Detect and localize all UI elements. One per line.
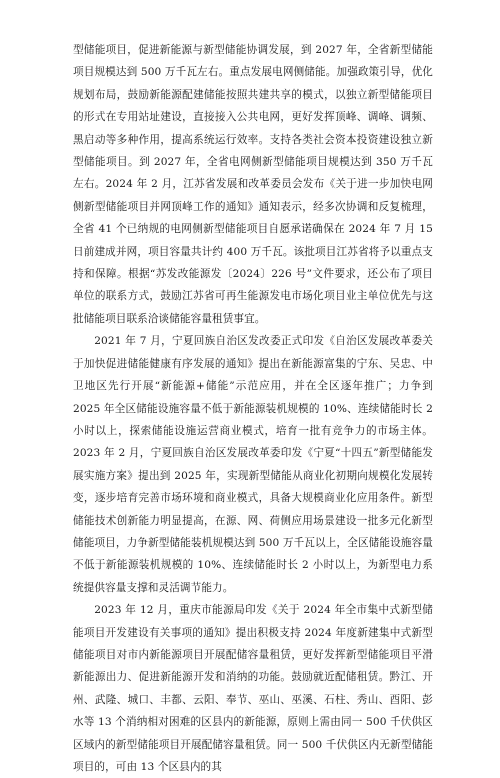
document-body (73, 39, 433, 778)
paragraph-ningxia-storage: 2021 年 7 月，宁夏回族自治区发改委正式印发《自治区发展改革委关于加快促进储能健康有序发展的通知》提出在新能源富集的宁东、吴忠、中卫地区先行开展“新能源+储能”示范应用，并在全区逐年推广；力争到 2025 年全区储能设施容量不低于新能源装机规模的 10%、连续储能时长 2 小时以上，探索储能设施运营商业模式，培育一批有竞争力的市场主体。2023 年 2 月，宁夏回族自治区发展改革委印发《宁夏“十四五”新型储能发展实施方案》提出到 2025 年，实现新型储能从商业化初期向规模化发展转变，逐步培育完善市场环境和商业模式，具备大规模商业化应用条件。新型储能技术创新能力明显提高，在源、网、荷侧应用场景建设一批多元化新型储能项目，力争新型储能装机规模达到 500 万千瓦以上，全区储能设施容量不低于新能源装机规模的 10%、连续储能时长 2 小时以上，为新型电力系统提供容量支撑和灵活调节能力。 (73, 335, 433, 594)
paragraph-chongqing-storage: 2023 年 12 月，重庆市能源局印发《关于 2024 年全市集中式新型储能项目开发建设有关事项的通知》提出积极支持 2024 年度新建集中式新型储能项目对市内新能源项目开展配储容量租赁，更好发挥新型储能项目平滑新能源出力、促进新能源开发和消纳的功能。鼓励就近配储租赁。黔江、开州、武隆、城口、丰都、云阳、奉节、巫山、巫溪、石柱、秀山、酉阳、彭水等 13 个消纳相对困难的区县内的新能源，原则上需由同一 500 千伏供区区域内的新型储能项目开展配储容量租赁。同一 500 千伏供区内无新型储能项目的，可由 13 个区县内的其 (73, 604, 433, 773)
paragraph-jiangsu-storage: 型储能项目，促进新能源与新型储能协调发展，到 2027 年，全省新型储能项目规模达到 500 万千瓦左右。重点发展电网侧储能。加强政策引导，优化规划布局，鼓励新能源配建储能按照共建共享的模式，以独立新型储能项目的形式在专用站址建设，直接接入公共电网，更好发挥顶峰、调峰、调频、黑启动等多种作用，提高系统运行效率。支持各类社会资本投资建设独立新型储能项目。到 2027 年，全省电网侧新型储能项目规模达到 350 万千瓦左右。2024 年 2 月，江苏省发展和改革委员会发布《关于进一步加快电网侧新型储能项目并网顶峰工作的通知》通知表示，经多次协调和反复梳理，全省 41 个已纳规的电网侧新型储能项目自愿承诺确保在 2024 年 7 月 15 日前建成并网，项目容量共计约 400 万千瓦。该批项目江苏省将予以重点支持和保障。根据“苏发改能源发〔2024〕226 号”文件要求，还公布了项目单位的联系方式，鼓励江苏省可再生能源发电市场化项目业主单位优先与这批储能项目联系洽谈储能容量租赁事宜。 (73, 44, 433, 325)
